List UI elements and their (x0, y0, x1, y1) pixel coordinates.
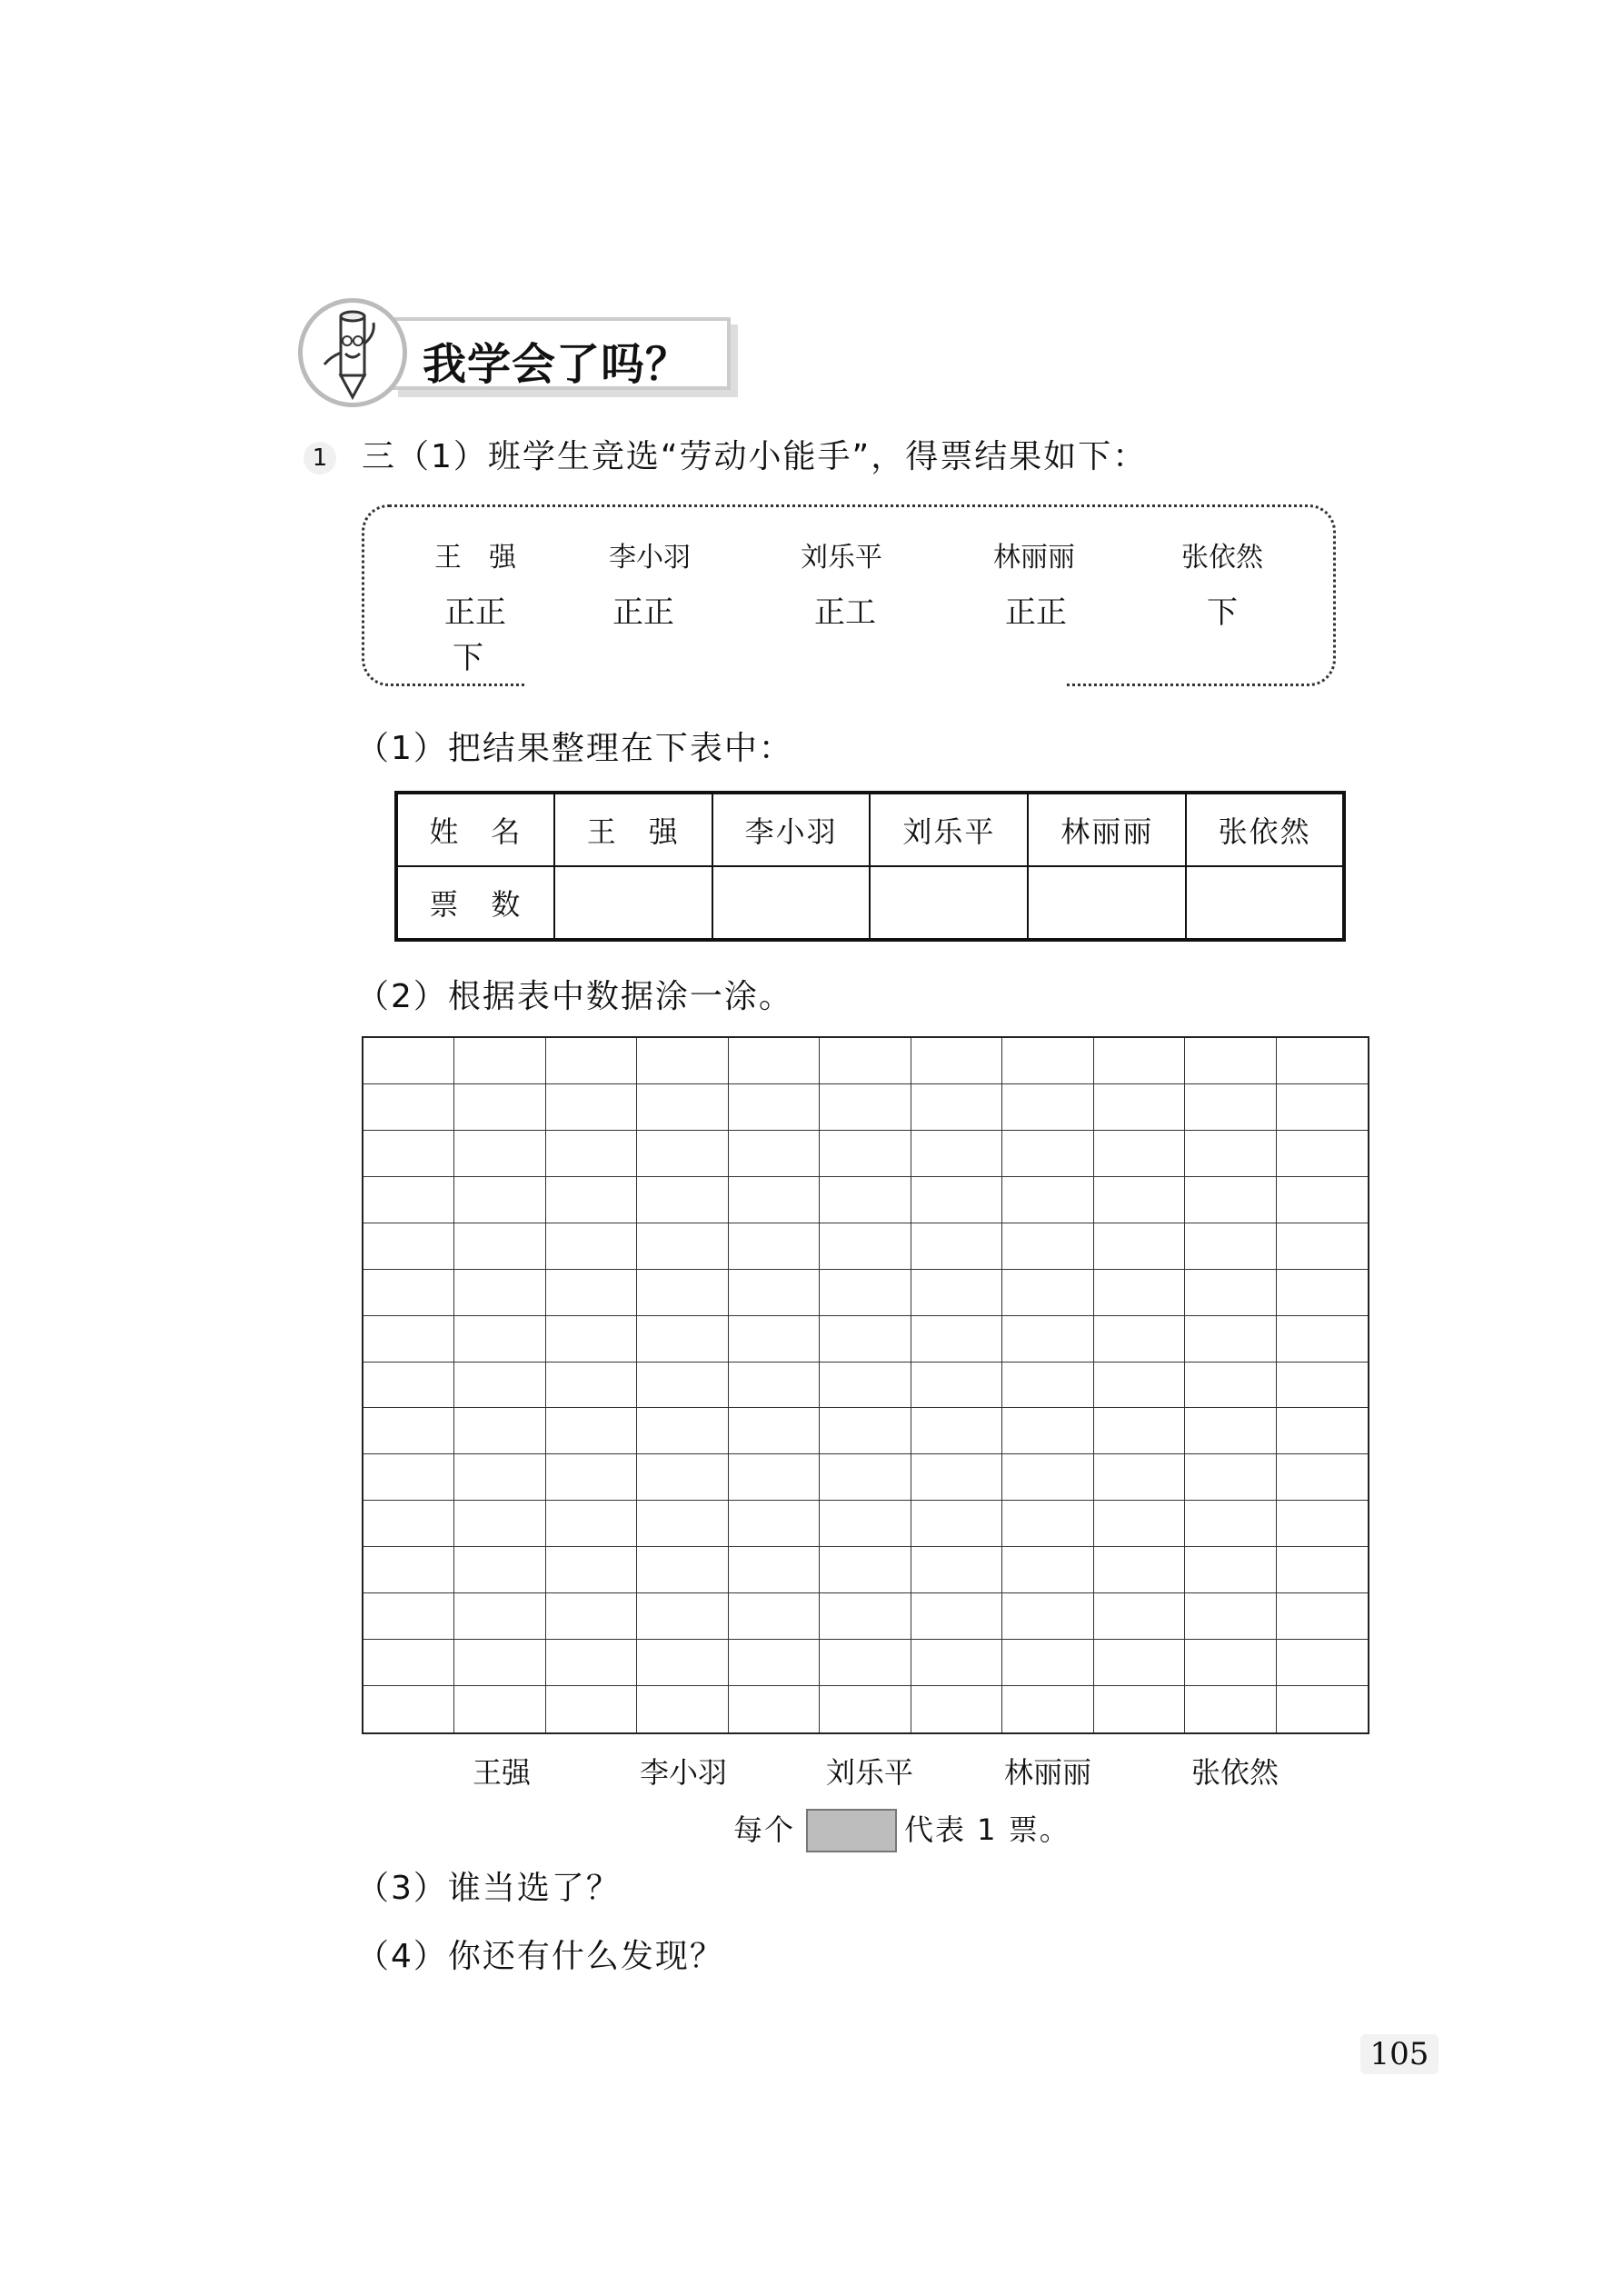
grid-cell[interactable] (1277, 1640, 1368, 1686)
grid-cell[interactable] (911, 1686, 1002, 1732)
grid-cell[interactable] (911, 1454, 1002, 1501)
grid-cell[interactable] (363, 1640, 454, 1686)
grid-cell[interactable] (1185, 1131, 1276, 1177)
grid-cell[interactable] (820, 1593, 911, 1640)
grid-cell[interactable] (820, 1363, 911, 1409)
tally-name: 林丽丽 (993, 542, 1075, 574)
grid-cell[interactable] (911, 1547, 1002, 1593)
tally-marks: 正正 (444, 594, 506, 631)
coloring-grid[interactable] (362, 1036, 1369, 1734)
grid-cell[interactable] (637, 1223, 728, 1270)
grid-cell[interactable] (911, 1640, 1002, 1686)
grid-cell[interactable] (1094, 1316, 1185, 1363)
grid-cell[interactable] (1002, 1177, 1093, 1223)
tally-marks: 正正 (612, 594, 674, 631)
grid-cell[interactable] (1277, 1223, 1368, 1270)
grid-cell[interactable] (729, 1131, 820, 1177)
table-header-cell: 刘乐平 (870, 793, 1028, 866)
grid-cell[interactable] (363, 1131, 454, 1177)
grid-cell[interactable] (363, 1593, 454, 1640)
grid-cell[interactable] (1185, 1270, 1276, 1316)
tally-marks: 下 (1207, 594, 1238, 631)
grid-cell[interactable] (1185, 1223, 1276, 1270)
tally-name: 李小羽 (609, 542, 691, 574)
grid-cell[interactable] (1002, 1223, 1093, 1270)
votes-table (394, 791, 1346, 942)
grid-cell[interactable] (729, 1686, 820, 1732)
question-number: 1 (304, 442, 336, 474)
grid-cell[interactable] (729, 1038, 820, 1084)
grid-cell[interactable] (729, 1177, 820, 1223)
grid-cell[interactable] (363, 1547, 454, 1593)
grid-cell[interactable] (820, 1454, 911, 1501)
grid-cell[interactable] (1185, 1501, 1276, 1547)
table-header-cell: 姓 名 (396, 793, 554, 866)
grid-cell[interactable] (1002, 1363, 1093, 1409)
grid-cell[interactable] (820, 1131, 911, 1177)
grid-cell[interactable] (729, 1454, 820, 1501)
question-prompt: 三（1）班学生竞选“劳动小能手”，得票结果如下： (362, 438, 1148, 475)
grid-cell[interactable] (1094, 1177, 1185, 1223)
grid-cell[interactable] (637, 1547, 728, 1593)
grid-cell[interactable] (454, 1593, 545, 1640)
grid-cell[interactable] (1094, 1593, 1185, 1640)
grid-cell[interactable] (637, 1454, 728, 1501)
grid-cell[interactable] (1185, 1547, 1276, 1593)
grid-cell[interactable] (546, 1270, 637, 1316)
grid-cell[interactable] (820, 1038, 911, 1084)
grid-cell[interactable] (1094, 1501, 1185, 1547)
grid-cell[interactable] (1185, 1640, 1276, 1686)
grid-label: 刘乐平 (825, 1755, 914, 1790)
grid-cell[interactable] (1277, 1084, 1368, 1131)
grid-cell[interactable] (1094, 1270, 1185, 1316)
part3-question: （3）谁当选了？ (356, 1870, 621, 1907)
grid-cell[interactable] (454, 1270, 545, 1316)
page-number: 105 (1360, 2034, 1439, 2074)
tally-name: 刘乐平 (801, 542, 882, 574)
grid-cell[interactable] (546, 1084, 637, 1131)
grid-cell[interactable] (820, 1223, 911, 1270)
grid-cell[interactable] (454, 1177, 545, 1223)
table-row (396, 866, 1344, 940)
grid-cell[interactable] (1185, 1316, 1276, 1363)
grid-cell[interactable] (637, 1270, 728, 1316)
grid-cell[interactable] (1277, 1131, 1368, 1177)
grid-cell[interactable] (363, 1038, 454, 1084)
grid-cell[interactable] (637, 1038, 728, 1084)
grid-cell[interactable] (454, 1084, 545, 1131)
table-header-cell: 林丽丽 (1028, 793, 1186, 866)
grid-cell[interactable] (454, 1640, 545, 1686)
grid-cell[interactable] (1277, 1363, 1368, 1409)
grid-cell[interactable] (1185, 1686, 1276, 1732)
grid-cell[interactable] (637, 1131, 728, 1177)
grid-cell[interactable] (1002, 1686, 1093, 1732)
grid-cell[interactable] (454, 1038, 545, 1084)
grid-cell[interactable] (1185, 1593, 1276, 1640)
grid-cell[interactable] (820, 1640, 911, 1686)
grid-cell[interactable] (454, 1131, 545, 1177)
part2-instruction: （2）根据表中数据涂一涂。 (356, 978, 793, 1015)
grid-cell[interactable] (1277, 1316, 1368, 1363)
grid-cell[interactable] (363, 1363, 454, 1409)
grid-cell[interactable] (911, 1363, 1002, 1409)
table-row (396, 793, 1344, 866)
table-header-cell: 李小羽 (712, 793, 871, 866)
grid-cell[interactable] (1185, 1038, 1276, 1084)
grid-cell[interactable] (454, 1223, 545, 1270)
grid-cell[interactable] (1277, 1547, 1368, 1593)
part4-question: （4）你还有什么发现？ (356, 1938, 724, 1975)
grid-cell[interactable] (1002, 1454, 1093, 1501)
part1-instruction: （1）把结果整理在下表中： (356, 730, 793, 767)
grid-cell[interactable] (546, 1131, 637, 1177)
grid-cell[interactable] (1277, 1038, 1368, 1084)
grid-cell[interactable] (454, 1686, 545, 1732)
grid-cell[interactable] (546, 1593, 637, 1640)
tally-name: 张依然 (1181, 542, 1263, 574)
grid-cell[interactable] (363, 1177, 454, 1223)
grid-cell[interactable] (546, 1316, 637, 1363)
grid-cell[interactable] (1002, 1038, 1093, 1084)
grid-cell[interactable] (729, 1223, 820, 1270)
grid-cell[interactable] (363, 1686, 454, 1732)
grid-cell[interactable] (363, 1408, 454, 1454)
grid-cell[interactable] (637, 1593, 728, 1640)
grid-cell[interactable] (1094, 1454, 1185, 1501)
vote-count-cell[interactable] (712, 866, 871, 940)
section-title: 我学会了吗？ (423, 339, 691, 390)
grid-cell[interactable] (546, 1038, 637, 1084)
table-row-label: 票 数 (396, 866, 554, 940)
grid-label: 张依然 (1190, 1755, 1279, 1790)
grid-cell[interactable] (546, 1686, 637, 1732)
grid-cell[interactable] (820, 1408, 911, 1454)
grid-cell[interactable] (911, 1223, 1002, 1270)
grid-cell[interactable] (1002, 1501, 1093, 1547)
grid-cell[interactable] (1002, 1270, 1093, 1316)
grid-cell[interactable] (911, 1131, 1002, 1177)
vote-count-cell[interactable] (870, 866, 1028, 940)
grid-cell[interactable] (637, 1177, 728, 1223)
grid-cell[interactable] (820, 1177, 911, 1223)
grid-cell[interactable] (546, 1223, 637, 1270)
grid-cell[interactable] (546, 1177, 637, 1223)
grid-cell[interactable] (911, 1593, 1002, 1640)
grid-cell[interactable] (1277, 1686, 1368, 1732)
tally-marks: 正工 (814, 594, 876, 631)
grid-cell[interactable] (1002, 1408, 1093, 1454)
grid-cell[interactable] (820, 1316, 911, 1363)
grid-cell[interactable] (1185, 1084, 1276, 1131)
grid-cell[interactable] (1002, 1084, 1093, 1131)
grid-label: 李小羽 (639, 1755, 728, 1790)
grid-cell[interactable] (546, 1454, 637, 1501)
grid-cell[interactable] (1277, 1593, 1368, 1640)
grid-cell[interactable] (820, 1084, 911, 1131)
table-header-cell: 张依然 (1186, 793, 1344, 866)
grid-cell[interactable] (454, 1501, 545, 1547)
tally-box-gap (525, 677, 1066, 690)
grid-cell[interactable] (1185, 1454, 1276, 1501)
tally-marks: 正正 (1005, 594, 1067, 631)
grid-cell[interactable] (1185, 1363, 1276, 1409)
grid-cell[interactable] (637, 1501, 728, 1547)
grid-cell[interactable] (729, 1501, 820, 1547)
grid-cell[interactable] (820, 1270, 911, 1316)
grid-cell[interactable] (454, 1363, 545, 1409)
legend-swatch (806, 1809, 897, 1852)
grid-cell[interactable] (1002, 1547, 1093, 1593)
grid-cell[interactable] (637, 1316, 728, 1363)
grid-cell[interactable] (454, 1316, 545, 1363)
vote-count-cell[interactable] (1186, 866, 1344, 940)
grid-cell[interactable] (1277, 1270, 1368, 1316)
grid-cell[interactable] (1094, 1038, 1185, 1084)
grid-cell[interactable] (546, 1408, 637, 1454)
grid-cell[interactable] (729, 1270, 820, 1316)
grid-cell[interactable] (1094, 1223, 1185, 1270)
grid-cell[interactable] (1002, 1640, 1093, 1686)
pencil-mascot-icon (298, 298, 407, 407)
grid-cell[interactable] (1094, 1547, 1185, 1593)
grid-cell[interactable] (1002, 1131, 1093, 1177)
vote-count-cell[interactable] (1028, 866, 1186, 940)
grid-cell[interactable] (729, 1408, 820, 1454)
grid-cell[interactable] (1185, 1408, 1276, 1454)
grid-cell[interactable] (637, 1084, 728, 1131)
grid-cell[interactable] (1185, 1177, 1276, 1223)
grid-cell[interactable] (911, 1177, 1002, 1223)
grid-cell[interactable] (911, 1270, 1002, 1316)
grid-cell[interactable] (729, 1547, 820, 1593)
grid-cell[interactable] (363, 1084, 454, 1131)
grid-cell[interactable] (363, 1270, 454, 1316)
grid-cell[interactable] (820, 1547, 911, 1593)
grid-cell[interactable] (1277, 1177, 1368, 1223)
grid-cell[interactable] (911, 1316, 1002, 1363)
grid-cell[interactable] (820, 1686, 911, 1732)
grid-cell[interactable] (1277, 1408, 1368, 1454)
grid-cell[interactable] (363, 1501, 454, 1547)
grid-cell[interactable] (729, 1363, 820, 1409)
grid-cell[interactable] (546, 1363, 637, 1409)
grid-cell[interactable] (454, 1547, 545, 1593)
grid-cell[interactable] (911, 1084, 1002, 1131)
grid-cell[interactable] (1094, 1131, 1185, 1177)
tally-marks: 下 (453, 640, 483, 676)
grid-cell[interactable] (546, 1640, 637, 1686)
grid-cell[interactable] (1094, 1640, 1185, 1686)
grid-cell[interactable] (729, 1316, 820, 1363)
grid-cell[interactable] (1277, 1454, 1368, 1501)
grid-cell[interactable] (637, 1408, 728, 1454)
grid-cell[interactable] (911, 1408, 1002, 1454)
grid-cell[interactable] (363, 1316, 454, 1363)
grid-cell[interactable] (729, 1640, 820, 1686)
grid-cell[interactable] (454, 1454, 545, 1501)
grid-cell[interactable] (911, 1038, 1002, 1084)
grid-cell[interactable] (1002, 1316, 1093, 1363)
legend-prefix: 每个 (733, 1812, 796, 1847)
grid-cell[interactable] (1094, 1084, 1185, 1131)
grid-cell[interactable] (820, 1501, 911, 1547)
grid-cell[interactable] (637, 1363, 728, 1409)
grid-label: 王强 (472, 1755, 532, 1790)
legend-suffix: 代表 1 票。 (904, 1812, 1070, 1847)
grid-cell[interactable] (637, 1686, 728, 1732)
table-header-cell: 王 强 (554, 793, 712, 866)
grid-cell[interactable] (546, 1501, 637, 1547)
grid-cell[interactable] (363, 1454, 454, 1501)
grid-label: 林丽丽 (1003, 1755, 1092, 1790)
grid-cell[interactable] (1002, 1593, 1093, 1640)
grid-cell[interactable] (911, 1501, 1002, 1547)
grid-cell[interactable] (1094, 1408, 1185, 1454)
grid-cell[interactable] (729, 1593, 820, 1640)
tally-name: 王 强 (434, 542, 516, 574)
grid-cell[interactable] (1277, 1501, 1368, 1547)
vote-count-cell[interactable] (554, 866, 712, 940)
grid-cell[interactable] (363, 1223, 454, 1270)
grid-cell[interactable] (637, 1640, 728, 1686)
grid-cell[interactable] (546, 1547, 637, 1593)
grid-cell[interactable] (729, 1084, 820, 1131)
grid-cell[interactable] (1094, 1686, 1185, 1732)
grid-cell[interactable] (1094, 1363, 1185, 1409)
grid-cell[interactable] (454, 1408, 545, 1454)
